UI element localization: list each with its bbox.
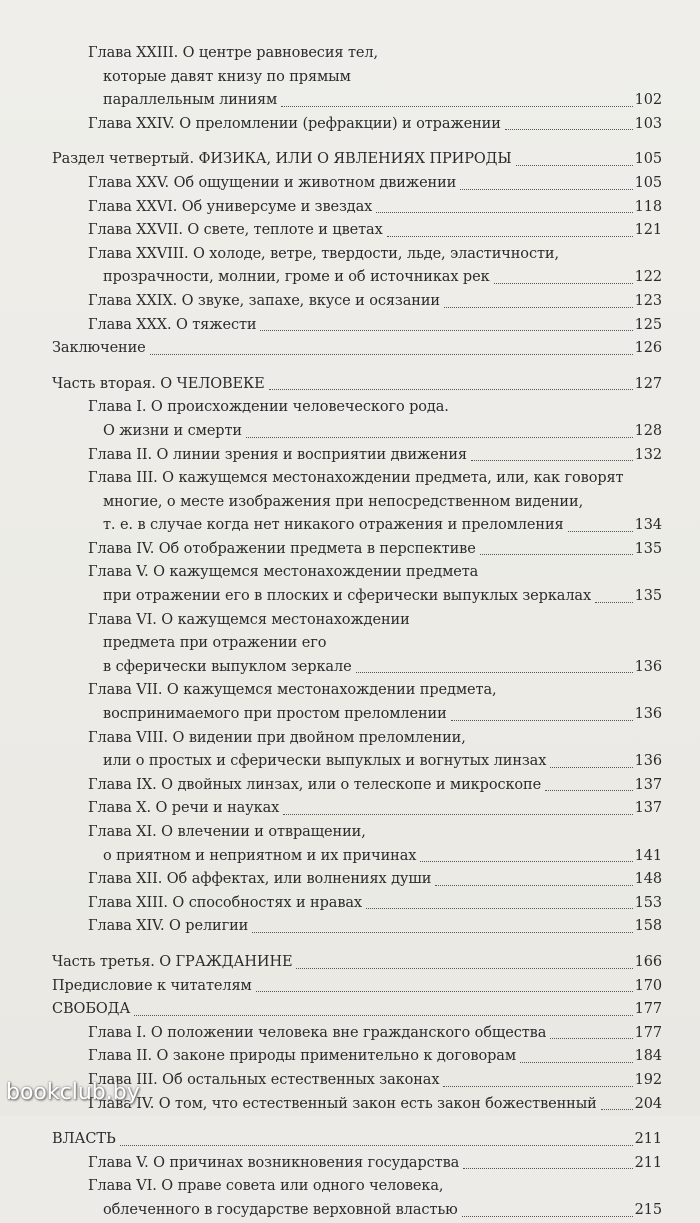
toc-entry-title: Глава I. О происхождении человеческого рода. <box>88 399 449 416</box>
section-gap <box>52 939 662 951</box>
dot-leader <box>420 861 632 862</box>
toc-entry-title: Часть третья. О ГРАЖДАНИНЕ <box>52 953 293 970</box>
toc-entry-page: 211 <box>634 1131 662 1148</box>
toc-entry <box>52 1128 662 1152</box>
dot-leader <box>246 437 633 438</box>
toc-entry <box>52 750 662 774</box>
dot-leader <box>444 307 633 308</box>
toc-entry-title: о приятном и неприятном и их причинах <box>103 847 417 864</box>
toc-entry <box>52 491 662 515</box>
table-of-contents <box>52 42 662 1223</box>
toc-entry <box>52 243 662 267</box>
toc-entry-title: Глава X. О речи и науках <box>88 800 280 817</box>
toc-entry-page: 134 <box>634 517 662 534</box>
toc-entry <box>52 113 662 137</box>
toc-entry <box>52 266 662 290</box>
toc-entry-title: в сферически выпуклом зеркале <box>103 658 352 675</box>
toc-entry-title: Заключение <box>52 340 146 357</box>
toc-entry-page: 102 <box>634 92 662 109</box>
toc-entry <box>52 951 662 975</box>
toc-entry-page: 127 <box>634 375 662 392</box>
toc-entry-title: Глава VIII. О видении при двойном преломлении, <box>88 729 466 746</box>
toc-entry <box>52 1199 662 1223</box>
toc-entry-page: 148 <box>634 871 662 888</box>
toc-entry-page: 103 <box>634 115 662 132</box>
toc-entry-title: Глава XXVIII. О холоде, ветре, твердости, льде, эластичности, <box>88 245 559 262</box>
dot-leader <box>296 968 632 969</box>
dot-leader <box>366 908 633 909</box>
dot-leader <box>480 554 633 555</box>
dot-leader <box>463 1168 632 1169</box>
toc-entry-title: многие, о месте изображения при непосредственном видении, <box>103 493 584 510</box>
toc-entry-title: Глава V. О кажущемся местонахождении предмета <box>88 564 479 581</box>
toc-entry-page: 177 <box>634 1024 662 1041</box>
toc-entry <box>52 1045 662 1069</box>
toc-entry <box>52 172 662 196</box>
toc-entry-page: 105 <box>634 151 662 168</box>
toc-entry <box>52 632 662 656</box>
dot-leader <box>120 1145 633 1146</box>
toc-entry-page: 123 <box>634 292 662 309</box>
toc-entry <box>52 66 662 90</box>
toc-entry-page: 184 <box>634 1048 662 1065</box>
dot-leader <box>150 354 633 355</box>
toc-entry-page: 122 <box>634 269 662 286</box>
toc-entry-title: Глава XXIV. О преломлении (рефракции) и отражении <box>88 115 501 132</box>
toc-entry-title: Часть вторая. О ЧЕЛОВЕКЕ <box>52 375 265 392</box>
toc-entry <box>52 337 662 361</box>
toc-entry <box>52 219 662 243</box>
toc-entry-page: 132 <box>634 446 662 463</box>
dot-leader <box>443 1086 632 1087</box>
toc-entry-title: Глава VI. О праве совета или одного человека, <box>88 1178 444 1195</box>
toc-entry-title: Глава V. О причинах возникновения государства <box>88 1154 460 1171</box>
dot-leader <box>252 932 632 933</box>
dot-leader <box>471 460 633 461</box>
toc-entry-page: 141 <box>634 847 662 864</box>
toc-entry-page: 135 <box>634 588 662 605</box>
toc-entry <box>52 1022 662 1046</box>
toc-entry-title: Глава XII. Об аффектах, или волнениях души <box>88 871 432 888</box>
dot-leader <box>260 330 632 331</box>
toc-entry <box>52 892 662 916</box>
toc-entry-page: 158 <box>634 918 662 935</box>
toc-entry <box>52 975 662 999</box>
toc-entry <box>52 467 662 491</box>
dot-leader <box>550 1038 632 1039</box>
toc-entry <box>52 656 662 680</box>
dot-leader <box>520 1062 633 1063</box>
dot-leader <box>460 189 632 190</box>
dot-leader <box>435 885 632 886</box>
toc-entry-page: 137 <box>634 800 662 817</box>
toc-entry-page: 170 <box>634 977 662 994</box>
toc-entry-page: 136 <box>634 753 662 770</box>
dot-leader <box>601 1109 633 1110</box>
dot-leader <box>595 602 633 603</box>
toc-entry <box>52 420 662 444</box>
toc-entry <box>52 148 662 172</box>
toc-entry-title: Глава II. О законе природы применительно к договорам <box>88 1048 517 1065</box>
dot-leader <box>376 212 632 213</box>
toc-entry <box>52 514 662 538</box>
toc-entry-title: Глава XXVI. Об универсуме и звездах <box>88 198 373 215</box>
toc-entry <box>52 396 662 420</box>
toc-entry <box>52 42 662 66</box>
toc-entry <box>52 444 662 468</box>
watermark: bookclub.by <box>6 1080 140 1105</box>
dot-leader <box>281 106 632 107</box>
toc-entry-page: 126 <box>634 340 662 357</box>
toc-entry-title: Глава VI. О кажущемся местонахождении <box>88 611 410 628</box>
dot-leader <box>550 767 632 768</box>
toc-entry-page: 136 <box>634 658 662 675</box>
toc-entry-title: Глава I. О положении человека вне гражданского общества <box>88 1024 547 1041</box>
toc-entry <box>52 797 662 821</box>
toc-entry <box>52 915 662 939</box>
toc-entry <box>52 373 662 397</box>
dot-leader <box>494 283 633 284</box>
toc-entry-title: прозрачности, молнии, громе и об источниках рек <box>103 269 490 286</box>
toc-entry <box>52 998 662 1022</box>
toc-entry <box>52 89 662 113</box>
dot-leader <box>545 790 633 791</box>
toc-entry-page: 211 <box>634 1154 662 1171</box>
toc-entry-title: Глава XXVII. О свете, теплоте и цветах <box>88 222 383 239</box>
toc-entry-title: Глава XXX. О тяжести <box>88 316 257 333</box>
toc-entry <box>52 561 662 585</box>
toc-entry-page: 105 <box>634 174 662 191</box>
toc-entry-page: 125 <box>634 316 662 333</box>
toc-entry <box>52 868 662 892</box>
toc-entry <box>52 314 662 338</box>
toc-entry-page: 128 <box>634 422 662 439</box>
toc-entry-title: Глава XI. О влечении и отвращении, <box>88 824 366 840</box>
toc-entry-title: или о простых и сферически выпуклых и вогнутых линзах <box>103 753 547 770</box>
toc-entry-title: Глава XXIII. О центре равновесия тел, <box>88 45 378 61</box>
dot-leader <box>256 991 633 992</box>
toc-entry-page: 136 <box>634 706 662 723</box>
toc-entry-title: которые давят книзу по прямым <box>103 68 351 85</box>
toc-entry-page: 121 <box>634 222 662 239</box>
dot-leader <box>134 1015 632 1016</box>
toc-entry-title: Раздел четвертый. ФИЗИКА, ИЛИ О ЯВЛЕНИЯХ ПРИРОДЫ <box>52 151 512 168</box>
dot-leader <box>283 814 632 815</box>
toc-entry <box>52 821 662 845</box>
toc-entry-title: при отражении его в плоских и сферически выпуклых зеркалах <box>103 588 592 605</box>
toc-entry-title: Глава XXV. Об ощущении и животном движении <box>88 174 457 191</box>
toc-entry-title: предмета при отражении его <box>103 635 327 652</box>
toc-entry-title: Глава IV. О том, что естественный закон есть закон божественный <box>88 1095 597 1112</box>
dot-leader <box>387 236 633 237</box>
toc-entry-title: Глава XIV. О религии <box>88 918 249 935</box>
toc-entry-page: 135 <box>634 540 662 557</box>
toc-entry-title: облеченного в государстве верховной властью <box>103 1201 458 1218</box>
toc-entry-title: параллельным линиям <box>103 92 278 109</box>
toc-entry-title: Предисловие к читателям <box>52 977 252 994</box>
toc-entry-page: 192 <box>634 1071 662 1088</box>
toc-entry-title: Глава XIII. О способностях и нравах <box>88 894 363 911</box>
section-gap <box>52 136 662 148</box>
toc-entry-title: Глава III. О кажущемся местонахождении предмета, или, как говорят <box>88 470 624 487</box>
toc-entry-page: 215 <box>634 1201 662 1218</box>
dot-leader <box>269 389 633 390</box>
toc-entry-title: Глава IX. О двойных линзах, или о телескопе и микроскопе <box>88 776 542 793</box>
toc-entry <box>52 727 662 751</box>
toc-entry-title: воспринимаемого при простом преломлении <box>103 706 447 723</box>
toc-entry-title: ВЛАСТЬ <box>52 1131 116 1148</box>
toc-entry-title: СВОБОДА <box>52 1001 131 1018</box>
dot-leader <box>451 720 633 721</box>
toc-entry <box>52 1175 662 1199</box>
toc-entry <box>52 1152 662 1176</box>
section-gap <box>52 361 662 373</box>
dot-leader <box>505 129 633 130</box>
dot-leader <box>516 165 633 166</box>
toc-entry <box>52 290 662 314</box>
toc-entry <box>52 585 662 609</box>
toc-entry-page: 204 <box>634 1095 662 1112</box>
toc-entry <box>52 774 662 798</box>
toc-entry-title: т. е. в случае когда нет никакого отражения и преломления <box>103 517 564 534</box>
toc-entry-page: 166 <box>634 953 662 970</box>
toc-entry-page: 177 <box>634 1001 662 1018</box>
toc-entry-title: Глава IV. Об отображении предмета в перспективе <box>88 540 476 557</box>
toc-entry <box>52 679 662 703</box>
dot-leader <box>568 531 633 532</box>
toc-entry <box>52 196 662 220</box>
toc-entry <box>52 609 662 633</box>
toc-entry-page: 137 <box>634 776 662 793</box>
toc-entry-title: Глава XXIX. О звуке, запахе, вкусе и осязании <box>88 292 440 309</box>
dot-leader <box>462 1216 633 1217</box>
toc-entry-title: Глава II. О линии зрения и восприятии движения <box>88 446 467 463</box>
dot-leader <box>356 672 633 673</box>
toc-entry <box>52 538 662 562</box>
toc-entry-title: Глава III. Об остальных естественных законах <box>88 1071 440 1088</box>
toc-entry <box>52 703 662 727</box>
toc-entry <box>52 845 662 869</box>
toc-entry-title: О жизни и смерти <box>103 422 242 439</box>
toc-entry-title: Глава VII. О кажущемся местонахождении предмета, <box>88 682 497 699</box>
toc-entry-page: 153 <box>634 894 662 911</box>
toc-entry-page: 118 <box>634 198 662 215</box>
section-gap <box>52 1116 662 1128</box>
